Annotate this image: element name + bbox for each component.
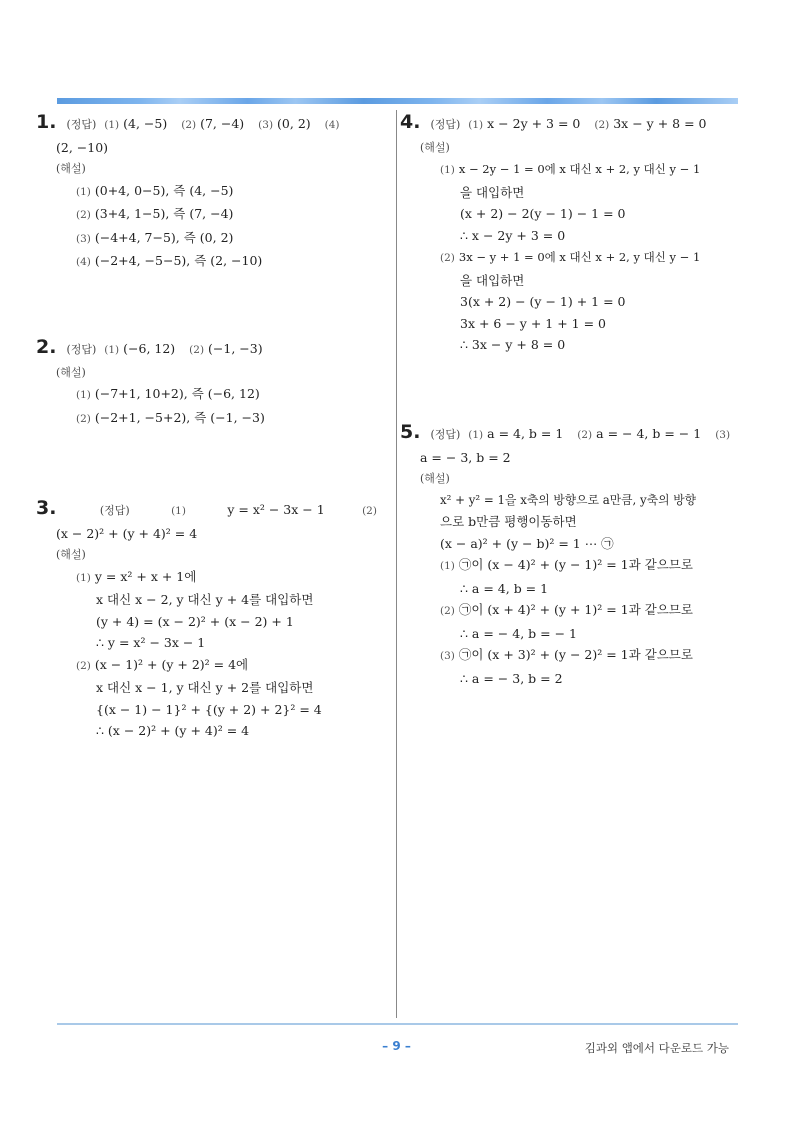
answer-label: (정답) <box>99 504 130 517</box>
sub-tag: (1) <box>440 560 455 572</box>
answer-label: (정답) <box>430 428 461 441</box>
explanation-text: (−4+4, 7−5), 즉 (0, 2) <box>94 229 234 245</box>
explanation-text: 3x − y + 1 = 0에 x 대신 x + 2, y 대신 y − 1 <box>458 250 701 264</box>
answer-value: (7, −4) <box>200 116 245 131</box>
explanation-line <box>36 383 381 407</box>
sub-tag: (1) <box>76 571 91 584</box>
problem-number: 3. <box>36 497 57 519</box>
answer-continuation: (x − 2)² + (y + 4)² = 4 <box>56 525 198 541</box>
explanation-line: ∴ y = x² − 3x − 1 <box>96 635 206 650</box>
column-divider <box>396 110 397 1018</box>
sub-tag: (1) <box>104 344 120 356</box>
explanation-line: (x − a)² + (y − b)² = 1 ⋯ ㉠ <box>440 535 614 551</box>
sub-tag: (1) <box>76 389 91 401</box>
answer-value: (0, 2) <box>277 116 311 131</box>
answer-value: a = 4, b = 1 <box>487 426 564 441</box>
problem-1 <box>36 112 381 274</box>
footer-divider <box>57 1023 738 1025</box>
answer-value: (−1, −3) <box>208 341 263 356</box>
header-decorative-band <box>57 98 738 104</box>
sub-tag: (2) <box>76 209 91 221</box>
explanation-text: x − 2y − 1 = 0에 x 대신 x + 2, y 대신 y − 1 <box>458 162 701 176</box>
explanation-text: (3+4, 1−5), 즉 (7, −4) <box>94 206 234 221</box>
sub-tag: (3) <box>715 429 731 441</box>
explanation-text: ㉠이 (x + 4)² + (y + 1)² = 1과 같으므로 <box>458 602 693 617</box>
explanation-line <box>36 407 381 431</box>
explanation-line <box>400 599 740 623</box>
answer-value: x − 2y + 3 = 0 <box>487 116 581 131</box>
explanation-label: (해설) <box>56 365 86 379</box>
explanation-label: (해설) <box>420 472 450 485</box>
explanation-text: ㉠이 (x − 4)² + (y − 1)² = 1과 같으므로 <box>458 557 693 572</box>
sub-tag: (4) <box>76 256 91 268</box>
answer-label: (정답) <box>430 118 461 131</box>
answer-continuation: (2, −10) <box>56 139 109 155</box>
answer-line <box>36 112 381 137</box>
explanation-line: ∴ x − 2y + 3 = 0 <box>460 227 566 243</box>
sub-tag: (3) <box>76 232 91 245</box>
explanation-line: ∴ (x − 2)² + (y + 4)² = 4 <box>96 723 250 738</box>
sub-tag: (4) <box>324 119 340 131</box>
problem-2 <box>36 337 381 430</box>
sub-tag: (1) <box>440 164 455 176</box>
explanation-line <box>400 158 740 182</box>
explanation-line <box>36 654 381 678</box>
explanation-line: ∴ 3x − y + 8 = 0 <box>460 337 566 352</box>
explanation-line: x² + y² = 1을 x축의 방향으로 a만큼, y축의 방향 <box>440 492 697 507</box>
explanation-line: 을 대입하면 <box>460 184 525 200</box>
answer-value: (−6, 12) <box>123 341 176 356</box>
answer-line <box>36 498 381 523</box>
sub-tag: (2) <box>189 344 205 356</box>
sub-tag: (1) <box>468 429 484 441</box>
problem-number: 1. <box>36 111 57 133</box>
problem-3 <box>36 498 381 742</box>
explanation-line <box>400 644 740 668</box>
explanation-line: 을 대입하면 <box>460 272 525 288</box>
explanation-line: ∴ a = − 3, b = 2 <box>460 670 563 686</box>
explanation-text: y = x² + x + 1에 <box>94 568 197 584</box>
sub-tag: (2) <box>594 119 610 131</box>
answer-value: 3x − y + 8 = 0 <box>613 116 707 131</box>
explanation-text: (−2+1, −5+2), 즉 (−1, −3) <box>94 409 265 425</box>
answer-continuation: a = − 3, b = 2 <box>420 449 511 465</box>
explanation-label: (해설) <box>56 548 86 561</box>
explanation-line: x 대신 x − 1, y 대신 y + 2를 대입하면 <box>96 680 314 695</box>
explanation-line <box>36 250 381 274</box>
footer-note: 김과외 앱에서 다운로드 가능 <box>584 1041 729 1055</box>
sub-tag: (1) <box>104 119 120 131</box>
explanation-line: {(x − 1) − 1}² + {(y + 2) + 2}² = 4 <box>96 701 322 717</box>
explanation-label: (해설) <box>56 162 86 175</box>
sub-tag: (3) <box>440 650 455 662</box>
explanation-text: (x − 1)² + (y + 2)² = 4에 <box>94 656 249 672</box>
answer-value: y = x² − 3x − 1 <box>227 502 325 517</box>
sub-tag: (1) <box>171 505 186 517</box>
explanation-line: (y + 4) = (x − 2)² + (x − 2) + 1 <box>96 613 294 629</box>
explanation-line <box>400 554 740 578</box>
sub-tag: (1) <box>468 119 484 131</box>
explanation-line: 으로 b만큼 평행이동하면 <box>440 514 577 529</box>
answer-value: a = − 4, b = − 1 <box>596 426 702 441</box>
explanation-line: 3(x + 2) − (y − 1) + 1 = 0 <box>460 294 626 309</box>
answer-label: (정답) <box>66 118 97 131</box>
explanation-line <box>36 227 381 251</box>
explanation-line: ∴ a = 4, b = 1 <box>460 580 549 596</box>
answer-line <box>400 422 740 447</box>
problem-4 <box>400 112 740 356</box>
sub-tag: (1) <box>76 185 91 198</box>
problem-number: 5. <box>400 421 421 443</box>
explanation-text: ㉠이 (x + 3)² + (y − 2)² = 1과 같으므로 <box>458 647 693 662</box>
sub-tag: (2) <box>181 119 197 131</box>
explanation-line <box>36 203 381 227</box>
explanation-label: (해설) <box>420 140 450 154</box>
answer-line <box>36 337 381 362</box>
problem-number: 4. <box>400 111 421 133</box>
sub-tag: (2) <box>440 252 455 264</box>
answer-label: (정답) <box>66 343 97 356</box>
explanation-line: (x + 2) − 2(y − 1) − 1 = 0 <box>460 206 626 221</box>
explanation-text: (0+4, 0−5), 즉 (4, −5) <box>94 182 234 198</box>
explanation-text: (−2+4, −5−5), 즉 (2, −10) <box>94 253 263 268</box>
sub-tag: (2) <box>362 505 377 517</box>
explanation-line <box>400 246 740 270</box>
answer-line <box>400 112 740 137</box>
problem-5 <box>400 422 740 689</box>
explanation-line <box>36 566 381 590</box>
sub-tag: (3) <box>258 119 274 131</box>
page-number: – 9 – <box>382 1039 411 1053</box>
sub-tag: (2) <box>76 412 91 425</box>
sub-tag: (2) <box>577 429 593 441</box>
answer-value: (4, −5) <box>123 116 168 131</box>
explanation-line: 3x + 6 − y + 1 + 1 = 0 <box>460 315 606 331</box>
problem-number: 2. <box>36 336 57 358</box>
sub-tag: (2) <box>76 659 91 672</box>
explanation-line: ∴ a = − 4, b = − 1 <box>460 625 577 641</box>
explanation-line: x 대신 x − 2, y 대신 y + 4를 대입하면 <box>96 592 314 607</box>
explanation-line <box>36 180 381 204</box>
explanation-text: (−7+1, 10+2), 즉 (−6, 12) <box>94 386 260 401</box>
sub-tag: (2) <box>440 605 455 617</box>
